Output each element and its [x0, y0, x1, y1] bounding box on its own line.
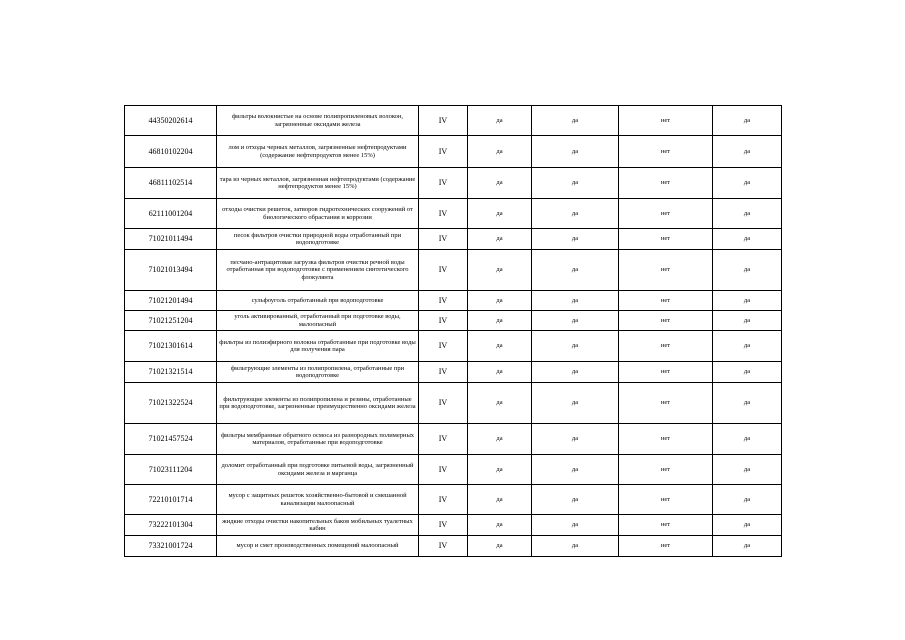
flag-cell-2: да: [532, 485, 619, 515]
hazard-class-cell: IV: [419, 515, 468, 536]
flag-cell-3: нет: [619, 383, 713, 424]
flag-cell-1: да: [468, 362, 532, 383]
waste-code-cell: 71021011494: [125, 229, 217, 250]
table-row: [125, 168, 782, 199]
waste-code-cell: 71021322524: [125, 383, 217, 424]
table-row: [125, 362, 782, 383]
flag-cell-3: нет: [619, 250, 713, 291]
waste-name-cell: уголь активированный, отработанный при подготовке воды, малоопасный: [217, 311, 419, 331]
flag-cell-4: да: [713, 485, 782, 515]
flag-cell-1: да: [468, 331, 532, 362]
table-row: [125, 455, 782, 485]
hazard-class-cell: IV: [419, 168, 468, 199]
waste-code-cell: 62111001204: [125, 199, 217, 229]
flag-cell-3: нет: [619, 536, 713, 557]
flag-cell-4: да: [713, 229, 782, 250]
hazard-class-cell: IV: [419, 362, 468, 383]
flag-cell-2: да: [532, 536, 619, 557]
flag-cell-2: да: [532, 362, 619, 383]
flag-cell-2: да: [532, 515, 619, 536]
flag-cell-4: да: [713, 383, 782, 424]
hazard-class-cell: IV: [419, 199, 468, 229]
hazard-class-cell: IV: [419, 291, 468, 311]
flag-cell-2: да: [532, 229, 619, 250]
flag-cell-1: да: [468, 168, 532, 199]
hazard-class-cell: IV: [419, 485, 468, 515]
flag-cell-3: нет: [619, 424, 713, 455]
flag-cell-1: да: [468, 455, 532, 485]
flag-cell-1: да: [468, 311, 532, 331]
waste-name-cell: отходы очистки решеток, затворов гидротехнических сооружений от биологического обрастания и коррозии: [217, 199, 419, 229]
flag-cell-2: да: [532, 106, 619, 136]
flag-cell-2: да: [532, 311, 619, 331]
table-row: [125, 136, 782, 168]
table-row: [125, 106, 782, 136]
hazard-class-cell: IV: [419, 331, 468, 362]
flag-cell-3: нет: [619, 291, 713, 311]
flag-cell-1: да: [468, 291, 532, 311]
waste-code-cell: 44350202614: [125, 106, 217, 136]
hazard-class-cell: IV: [419, 311, 468, 331]
flag-cell-4: да: [713, 455, 782, 485]
table-row: [125, 536, 782, 557]
table-row: [125, 250, 782, 291]
table-row: [125, 199, 782, 229]
flag-cell-1: да: [468, 250, 532, 291]
flag-cell-3: нет: [619, 136, 713, 168]
table-row: [125, 229, 782, 250]
flag-cell-2: да: [532, 291, 619, 311]
flag-cell-4: да: [713, 291, 782, 311]
flag-cell-3: нет: [619, 199, 713, 229]
waste-name-cell: доломит отработанный при подготовке питьевой воды, загрязненный оксидами железа и марганца: [217, 455, 419, 485]
waste-name-cell: песок фильтров очистки природной воды отработанный при водоподготовке: [217, 229, 419, 250]
table-row: [125, 515, 782, 536]
hazard-class-cell: IV: [419, 424, 468, 455]
waste-code-cell: 71021301614: [125, 331, 217, 362]
flag-cell-1: да: [468, 229, 532, 250]
flag-cell-3: нет: [619, 515, 713, 536]
waste-name-cell: фильтрующие элементы из полипропилена и резины, отработанные при водоподготовке, загрязненные преимущественно оксидами железа: [217, 383, 419, 424]
waste-code-cell: 46811102514: [125, 168, 217, 199]
waste-code-cell: 71023111204: [125, 455, 217, 485]
waste-code-cell: 71021321514: [125, 362, 217, 383]
flag-cell-4: да: [713, 106, 782, 136]
waste-code-cell: 72210101714: [125, 485, 217, 515]
waste-code-cell: 73321001724: [125, 536, 217, 557]
flag-cell-1: да: [468, 383, 532, 424]
waste-name-cell: фильтрующие элементы из полипропилена, отработанные при водоподготовке: [217, 362, 419, 383]
flag-cell-4: да: [713, 331, 782, 362]
waste-code-cell: 71021201494: [125, 291, 217, 311]
hazard-class-cell: IV: [419, 136, 468, 168]
flag-cell-4: да: [713, 199, 782, 229]
flag-cell-4: да: [713, 362, 782, 383]
flag-cell-4: да: [713, 168, 782, 199]
flag-cell-3: нет: [619, 106, 713, 136]
flag-cell-4: да: [713, 424, 782, 455]
flag-cell-3: нет: [619, 311, 713, 331]
hazard-class-cell: IV: [419, 106, 468, 136]
waste-code-cell: 46810102204: [125, 136, 217, 168]
table-body: [125, 106, 782, 557]
waste-name-cell: сульфоуголь отработанный при водоподготовке: [217, 291, 419, 311]
hazard-class-cell: IV: [419, 229, 468, 250]
flag-cell-1: да: [468, 136, 532, 168]
table-row: [125, 383, 782, 424]
flag-cell-3: нет: [619, 362, 713, 383]
flag-cell-3: нет: [619, 455, 713, 485]
flag-cell-1: да: [468, 515, 532, 536]
waste-name-cell: фильтры мембранные обратного осмоса из разнородных полимерных материалов, отработанные при водоподготовке: [217, 424, 419, 455]
waste-name-cell: песчано-антрацитовая загрузка фильтров очистки речной воды отработанная при водоподготовке с применением синтетического флокулянта: [217, 250, 419, 291]
flag-cell-2: да: [532, 199, 619, 229]
table-row: [125, 424, 782, 455]
waste-name-cell: жидкие отходы очистки накопительных баков мобильных туалетных кабин: [217, 515, 419, 536]
flag-cell-1: да: [468, 199, 532, 229]
flag-cell-2: да: [532, 424, 619, 455]
flag-cell-3: нет: [619, 331, 713, 362]
waste-name-cell: тара из черных металлов, загрязненная нефтепродуктами (содержание нефтепродуктов менее 15%): [217, 168, 419, 199]
hazard-class-cell: IV: [419, 536, 468, 557]
flag-cell-4: да: [713, 136, 782, 168]
flag-cell-1: да: [468, 106, 532, 136]
waste-name-cell: лом и отходы черных металлов, загрязненные нефтепродуктами (содержание нефтепродуктов менее 15%): [217, 136, 419, 168]
flag-cell-1: да: [468, 424, 532, 455]
flag-cell-4: да: [713, 536, 782, 557]
waste-code-cell: 71021251204: [125, 311, 217, 331]
hazard-class-cell: IV: [419, 250, 468, 291]
flag-cell-1: да: [468, 485, 532, 515]
flag-cell-1: да: [468, 536, 532, 557]
flag-cell-4: да: [713, 515, 782, 536]
flag-cell-2: да: [532, 383, 619, 424]
waste-code-cell: 71021013494: [125, 250, 217, 291]
waste-classification-table: [124, 105, 782, 557]
table-row: [125, 311, 782, 331]
flag-cell-3: нет: [619, 168, 713, 199]
hazard-class-cell: IV: [419, 455, 468, 485]
flag-cell-3: нет: [619, 485, 713, 515]
table-row: [125, 485, 782, 515]
waste-name-cell: мусор с защитных решеток хозяйственно-бытовой и смешанной канализации малоопасный: [217, 485, 419, 515]
flag-cell-4: да: [713, 311, 782, 331]
table-row: [125, 331, 782, 362]
table-row: [125, 291, 782, 311]
flag-cell-2: да: [532, 168, 619, 199]
flag-cell-2: да: [532, 250, 619, 291]
waste-name-cell: фильтры волокнистые на основе полипропиленовых волокон, загрязненные оксидами железа: [217, 106, 419, 136]
waste-name-cell: фильтры из полиэфирного волокна отработанные при подготовке воды для получения пара: [217, 331, 419, 362]
flag-cell-2: да: [532, 455, 619, 485]
flag-cell-2: да: [532, 136, 619, 168]
waste-name-cell: мусор и смет производственных помещений малоопасный: [217, 536, 419, 557]
waste-code-cell: 71021457524: [125, 424, 217, 455]
flag-cell-4: да: [713, 250, 782, 291]
waste-code-cell: 73222101304: [125, 515, 217, 536]
hazard-class-cell: IV: [419, 383, 468, 424]
flag-cell-2: да: [532, 331, 619, 362]
flag-cell-3: нет: [619, 229, 713, 250]
